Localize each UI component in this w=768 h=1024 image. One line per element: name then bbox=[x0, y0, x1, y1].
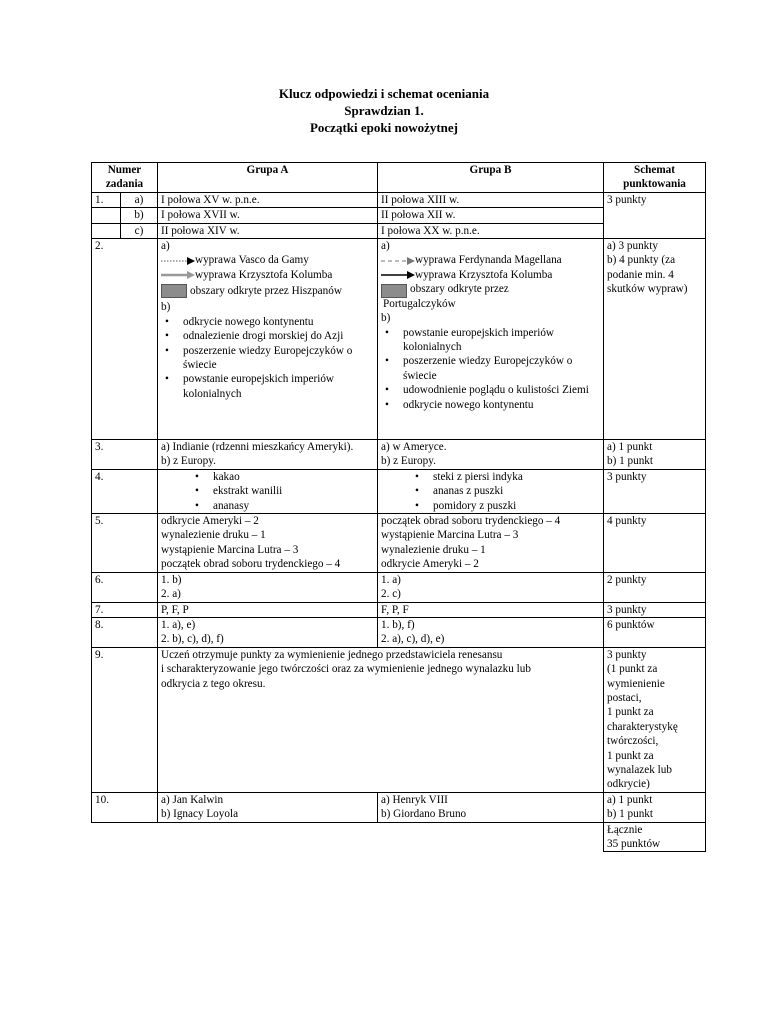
answer-key-table bbox=[91, 162, 706, 852]
q5-row bbox=[92, 514, 706, 573]
q1-sub-a: a) bbox=[121, 193, 158, 208]
q1-c-group-a: II połowa XIV w. bbox=[158, 223, 378, 238]
q4-score: 3 punkty bbox=[604, 469, 706, 513]
legend-portugal-label: obszary odkryte przez Portugalczyków bbox=[383, 283, 509, 310]
legend-portugal bbox=[381, 282, 600, 311]
q2-number: 2. bbox=[92, 239, 158, 440]
q5-group-a: odkrycie Ameryki – 2 wynalezienie druku – 1 wystąpienie Marcina Lutra – 3 początek obrad soboru trydenckiego – 4 bbox=[158, 514, 378, 573]
header-number: Numer zadania bbox=[92, 163, 158, 193]
q1-a-group-a: I połowa XV w. p.n.e. bbox=[158, 192, 378, 207]
q5-score: 4 punkty bbox=[604, 514, 706, 573]
q6-group-b: 1. a) 2. c) bbox=[378, 572, 604, 602]
q2-group-b bbox=[378, 239, 604, 440]
doc-subtitle: Sprawdzian 1. bbox=[344, 103, 424, 118]
q1-b-group-b: II połowa XII w. bbox=[378, 208, 604, 223]
q9-number: 9. bbox=[92, 647, 158, 792]
legend-kolumb-b-label: wyprawa Krzysztofa Kolumba bbox=[415, 268, 553, 281]
list-item: • kakao bbox=[213, 470, 374, 484]
q7-group-a: P, F, P bbox=[158, 602, 378, 617]
q3-group-b: a) w Ameryce. b) z Europy. bbox=[378, 440, 604, 470]
q8-row bbox=[92, 617, 706, 647]
legend-kolumb-a bbox=[161, 268, 374, 283]
q3-row bbox=[92, 440, 706, 470]
legend-kolumb-a-label: wyprawa Krzysztofa Kolumba bbox=[195, 268, 333, 281]
header-row bbox=[92, 163, 706, 193]
q1-row-a bbox=[92, 192, 706, 207]
legend-spain bbox=[161, 282, 374, 300]
q6-score: 2 punkty bbox=[604, 572, 706, 602]
list-item: • steki z piersi indyka bbox=[433, 470, 600, 484]
legend-vasco bbox=[161, 253, 374, 268]
list-item: • udowodnienie poglądu o kulistości Ziemi bbox=[403, 383, 600, 397]
header-scoring: Schemat punktowania bbox=[604, 163, 706, 193]
q4-number: 4. bbox=[92, 469, 158, 513]
q1-b-group-a: I połowa XVII w. bbox=[158, 208, 378, 223]
q2-group-a bbox=[158, 239, 378, 440]
q8-score: 6 punktów bbox=[604, 617, 706, 647]
q7-score: 3 punkty bbox=[604, 602, 706, 617]
header-group-a: Grupa A bbox=[158, 163, 378, 193]
list-item: • ekstrakt wanilii bbox=[213, 484, 374, 498]
list-item: • pomidory z puszki bbox=[433, 499, 600, 513]
q1-a-group-b: II połowa XIII w. bbox=[378, 192, 604, 207]
q9-row bbox=[92, 647, 706, 792]
legend-spain-label: obszary odkryte przez Hiszpanów bbox=[190, 285, 342, 298]
q1-number: 1. bbox=[92, 193, 121, 208]
q2-score: a) 3 punkty b) 4 punkty (za podanie min. 4 skutków wypraw) bbox=[604, 239, 706, 440]
q8-number: 8. bbox=[92, 617, 158, 647]
q1-sub-b: b) bbox=[121, 208, 158, 223]
q2-b-label-b: b) bbox=[381, 312, 391, 325]
legend-kolumb-b bbox=[381, 268, 600, 283]
doc-topic: Początki epoki nowożytnej bbox=[309, 120, 459, 135]
list-item: • poszerzenie wiedzy Europejczyków o świecie bbox=[403, 354, 600, 383]
q8-group-a: 1. a), e) 2. b), c), d), f) bbox=[158, 617, 378, 647]
q2-row bbox=[92, 239, 706, 440]
q10-group-a: a) Jan Kalwin b) Ignacy Loyola bbox=[158, 792, 378, 822]
q4-group-b bbox=[378, 469, 604, 513]
q1-number-cell bbox=[92, 192, 158, 238]
q10-number: 10. bbox=[92, 792, 158, 822]
q4-b-list bbox=[381, 470, 600, 513]
list-item: • odkrycie nowego kontynentu bbox=[183, 315, 374, 329]
q4-group-a bbox=[158, 469, 378, 513]
q7-group-b: F, P, F bbox=[378, 602, 604, 617]
q1-sub-c: c) bbox=[134, 224, 144, 237]
q3-number: 3. bbox=[92, 440, 158, 470]
dashed-arrow-icon bbox=[381, 256, 415, 266]
q2-b-effects-list bbox=[381, 326, 600, 412]
q1-c-group-b: I połowa XX w. p.n.e. bbox=[378, 223, 604, 238]
header-group-b: Grupa B bbox=[378, 163, 604, 193]
total-score: Łącznie 35 punktów bbox=[604, 822, 706, 852]
q4-row bbox=[92, 469, 706, 513]
list-item: • powstanie europejskich imperiów kolonialnych bbox=[403, 326, 600, 355]
q6-row bbox=[92, 572, 706, 602]
list-item: • ananas z puszki bbox=[433, 484, 600, 498]
legend-magellan-label: wyprawa Ferdynanda Magellana bbox=[415, 254, 562, 267]
legend-vasco-label: wyprawa Vasco da Gamy bbox=[195, 254, 309, 267]
gray-arrow-icon bbox=[161, 270, 195, 280]
q10-group-b: a) Henryk VIII b) Giordano Bruno bbox=[378, 792, 604, 822]
q8-group-b: 1. b), f) 2. a), c), d), e) bbox=[378, 617, 604, 647]
q2-b-label-a: b) bbox=[161, 301, 171, 314]
legend-magellan bbox=[381, 253, 600, 268]
q9-text: Uczeń otrzymuje punkty za wymienienie jednego przedstawiciela renesansu i scharakteryzowanie jego twórczości oraz za wymienienie jednego wynalazku lub odkrycia z tego okresu. bbox=[158, 647, 604, 792]
total-row bbox=[92, 822, 706, 852]
q6-number: 6. bbox=[92, 572, 158, 602]
gray-area-icon bbox=[161, 284, 187, 298]
q3-score: a) 1 punkt b) 1 punkt bbox=[604, 440, 706, 470]
q7-row bbox=[92, 602, 706, 617]
black-arrow-icon bbox=[381, 270, 415, 280]
q5-group-b: początek obrad soboru trydenckiego – 4 wystąpienie Marcina Lutra – 3 wynalezienie druku – 1 odkrycie Ameryki – 2 bbox=[378, 514, 604, 573]
q10-row bbox=[92, 792, 706, 822]
q3-group-a: a) Indianie (rdzenni mieszkańcy Ameryki). b) z Europy. bbox=[158, 440, 378, 470]
list-item: • odnalezienie drogi morskiej do Azji bbox=[183, 329, 374, 343]
q1-score: 3 punkty bbox=[604, 192, 706, 238]
list-item: • poszerzenie wiedzy Europejczyków o świecie bbox=[183, 344, 374, 373]
q9-score: 3 punkty (1 punkt za wymienienie postaci, 1 punkt za charakterystykę twórczości, 1 punkt za wynalazek lub odkrycie) bbox=[604, 647, 706, 792]
list-item: • odkrycie nowego kontynentu bbox=[403, 398, 600, 412]
q2-a-effects-list bbox=[161, 315, 374, 401]
q2-a-label-b: a) bbox=[381, 240, 390, 253]
q5-number: 5. bbox=[92, 514, 158, 573]
q4-a-list bbox=[161, 470, 374, 513]
q2-a-label: a) bbox=[161, 240, 170, 253]
doc-title: Klucz odpowiedzi i schemat oceniania bbox=[278, 86, 490, 101]
q7-number: 7. bbox=[92, 602, 158, 617]
dotted-arrow-icon bbox=[161, 256, 195, 266]
q6-group-a: 1. b) 2. a) bbox=[158, 572, 378, 602]
list-item: • powstanie europejskich imperiów kolonialnych bbox=[183, 372, 374, 401]
q10-score: a) 1 punkt b) 1 punkt bbox=[604, 792, 706, 822]
list-item: • ananasy bbox=[213, 499, 374, 513]
